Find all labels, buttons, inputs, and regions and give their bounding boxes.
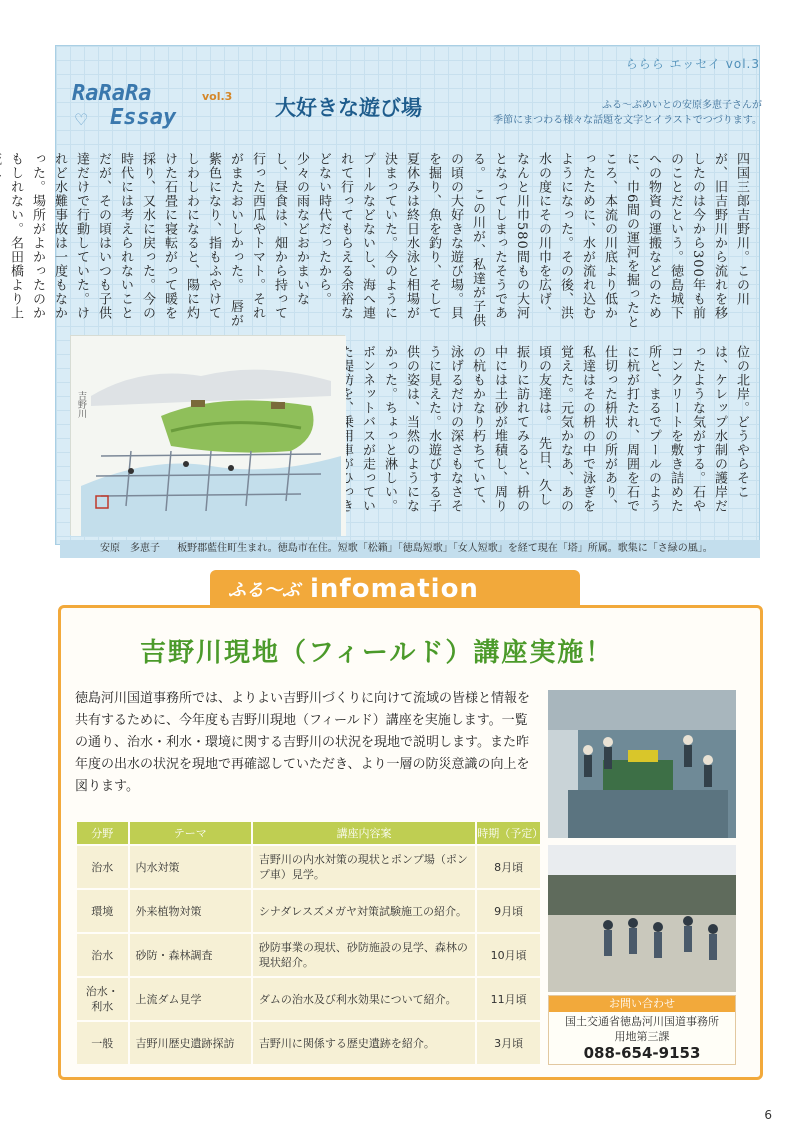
banner-en: infomation	[310, 574, 479, 604]
photo-pump-station	[548, 690, 736, 838]
info-title: 吉野川現地（フィールド）講座実施！	[140, 638, 614, 668]
header-theme: テーマ	[130, 822, 251, 844]
essay-text-lower: 位の北岸。どうやらそこは、ケレップ水制の護岸だったような気がする。石やコンクリートを敷き詰めた所と、まるでプールのように杭が打たれ、周囲を石で仕切った枡状の所があり、私達はその枡の中で泳ぎを覚えた。元気かなあ、あの頃の友達は。 先日、久し振りに訪れてみると、枡の中には土砂が堆積し、周りの杭もかなり朽ちていて、泳げるだけの深さもなさそうに見えた。水遊びする子供の姿は、当然のようになかった。ちょっと淋しい。ボンネットバスが走ってい	[360, 345, 749, 513]
contact-org: 国土交通省徳島河川国道事務所	[565, 1015, 719, 1028]
table-row	[77, 978, 540, 1020]
cell-theme: 吉野川歴史遺跡探訪	[130, 1022, 251, 1064]
logo-line1: RaRaRa	[72, 81, 152, 106]
cell-time: 10月頃	[477, 934, 540, 976]
cell-time: 11月頃	[477, 978, 540, 1020]
pump-photo	[548, 690, 736, 838]
essay-text-upper: 四国三郎吉野川。この川が、旧吉野川から流れを移したのは今から300年も前のことだという。徳島城下への物資の運搬などのために、巾6間の運河を掘ったところ、本流の川底より低かったために、水が流れ込むようになった。その後、洪水の度にその川巾を広げ、なんと川巾580間もの大河となってしまったそうである。 この川が、私達が子供の頃の大好きな遊び場。貝を掘り、魚を釣り、そして夏休みは終日水泳と相場が決まっていた。今のようにプールなどないし、海へ連れて行ってもらえる余裕などない時代だったから。少々の雨などおかまいなし、昼食は、畑から持って行った西瓜やトマト。それがまたおいしかった。 唇が紫色になり、指もふやけてしわしわになると、陽に灼けた石畳に寝転がって暖を採り、又水に戻った。今の時代には考えられないことだが、その頃はいつも子供達だけで行動していた。けれど水難事故は一度もなかった。場所がよかったのかもしれない。名田橋より上	[8, 152, 749, 330]
cell-time: 9月頃	[477, 890, 540, 932]
subtitle-line1: ふる〜ぶめいとの安原多恵子さんが	[602, 100, 762, 111]
essay-title: 大好きな遊び場	[275, 95, 422, 120]
banner-jp: ふる〜ぶ	[228, 580, 300, 601]
table-row	[77, 934, 540, 976]
author-bar	[60, 540, 760, 558]
contact-dept: 用地第三課	[614, 1030, 670, 1043]
subtitle-line2: 季節にまつわる様々な話題を文字とイラストでつづります。	[493, 115, 762, 126]
essay-logo	[72, 82, 262, 142]
header-field: 分野	[77, 822, 128, 844]
photo-riverbank-group	[548, 845, 736, 992]
header-content: 講座内容案	[253, 822, 475, 844]
table-header-row	[77, 822, 540, 844]
riverbank-photo	[548, 845, 736, 992]
author-bio: 板野郡藍住町生まれ。徳島市在住。短歌「松籟」「徳島短歌」「女人短歌」を経て現在「塔」所属。歌集に「さ緑の風」。	[177, 543, 713, 554]
cell-content: 砂防事業の現状、砂防施設の見学、森林の現状紹介。	[253, 934, 475, 976]
table-row	[77, 890, 540, 932]
contact-heading: お問い合わせ	[549, 996, 735, 1012]
author-name: 安原 多恵子	[100, 543, 160, 554]
series-label: ららら エッセイ vol.3	[625, 57, 760, 71]
cell-content: 吉野川に関係する歴史遺跡を紹介。	[253, 1022, 475, 1064]
table-row	[77, 846, 540, 888]
cell-field: 一般	[77, 1022, 128, 1064]
cell-field: 環境	[77, 890, 128, 932]
contact-box	[548, 995, 736, 1065]
cell-theme: 砂防・森林調査	[130, 934, 251, 976]
cell-theme: 外来植物対策	[130, 890, 251, 932]
info-banner	[210, 570, 580, 608]
schedule-table	[75, 820, 542, 1066]
cell-theme: 上流ダム見学	[130, 978, 251, 1020]
page-number: 6	[764, 1108, 772, 1122]
watercolor-illustration	[71, 336, 346, 536]
cell-content: 吉野川の内水対策の現状とポンプ場（ポンプ車）見学。	[253, 846, 475, 888]
logo-vol: vol.3	[202, 90, 233, 103]
cell-field: 治水	[77, 934, 128, 976]
river-painting	[70, 335, 345, 535]
cell-theme: 内水対策	[130, 846, 251, 888]
hands-icon: ♡	[74, 110, 89, 129]
contact-phone[interactable]: 088-654-9153	[583, 1044, 701, 1062]
info-body: 徳島河川国道事務所では、よりよい吉野川づくりに向けて流域の皆様と情報を共有するために、今年度も吉野川現地（フィールド）講座を実施します。一覧の通り、治水・利水・環境に関する吉野川の状況を現地で説明します。また昨年度の出水の状況を現地で再確認していただき、より一層の防災意識の向上を図ります。	[75, 691, 531, 794]
cell-field: 治水・利水	[77, 978, 128, 1020]
header-time: 時期（予定）	[477, 822, 540, 844]
cell-time: 3月頃	[477, 1022, 540, 1064]
essay-subtitle	[492, 98, 762, 128]
cell-content: ダムの治水及び利水効果について紹介。	[253, 978, 475, 1020]
cell-time: 8月頃	[477, 846, 540, 888]
logo-line2: Essay	[110, 105, 177, 130]
svg-text:吉野川: 吉野川	[76, 391, 86, 418]
cell-field: 治水	[77, 846, 128, 888]
cell-content: シナダレスズメガヤ対策試験施工の紹介。	[253, 890, 475, 932]
table-row	[77, 1022, 540, 1064]
